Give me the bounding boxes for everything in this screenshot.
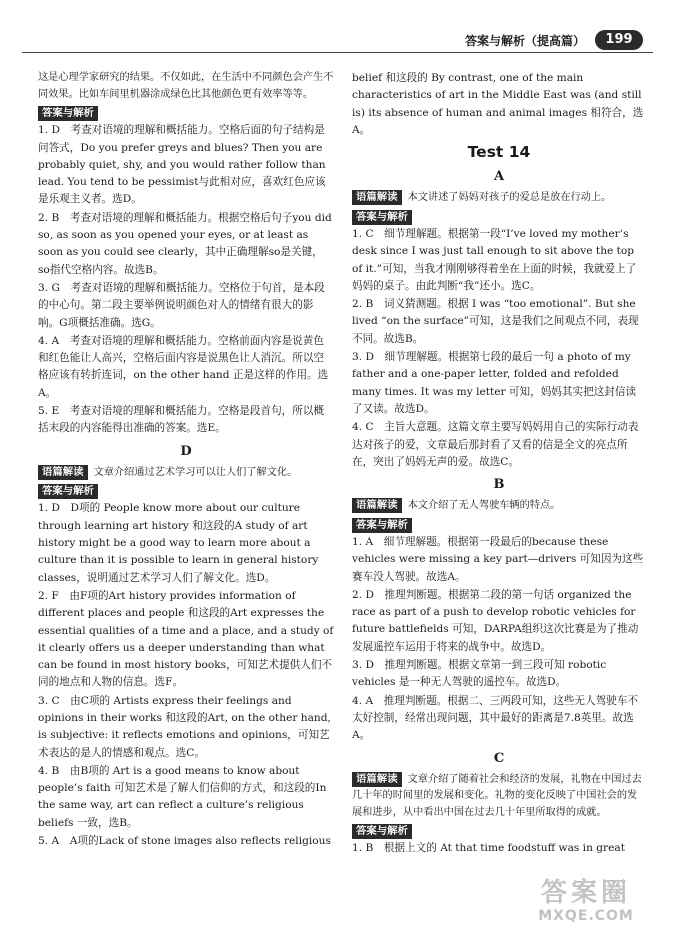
summary-c <box>352 772 646 822</box>
summary-b <box>352 498 646 515</box>
answer-item: 2. B 考查对语境的理解和概括能力。根据空格后句子you did so, as soon as you opened your eyes, or at least as soon as you could see clearly，其中正确理解so是关键，so指代空格内容。故选B。 <box>38 211 332 276</box>
answer-list-d <box>38 500 334 850</box>
answer-item: 1. B 根据上文的 At that time foodstuff was in great <box>352 842 625 855</box>
answer-item: 3. C 由C项的 Artists express their feelings and opinions in their works 和这段的Art, on the other hand, is subjective: it reflects emotions and opinions，可知艺术表达的是人的情感和观点。选C。 <box>38 694 331 759</box>
answer-tag: 答案与解析 <box>38 106 98 121</box>
answer-tag: 答案与解析 <box>38 484 98 499</box>
answer-list-b <box>352 534 646 745</box>
answer-item: 2. D 推理判断题。根据第二段的第一句话 organized the race as part of a push to develop robotic vehicles for future battlefields 可知，DARPA组织这次比赛是为了推动发展遥控车运用于将来的战争中。故选D。 <box>352 588 639 653</box>
answer-item: 3. G 考查对语境的理解和概括能力。空格位于句首，是本段的中心句。第二段主要举例说明颜色对人的情绪有很大的影响。G项概括准确。选G。 <box>38 281 325 329</box>
answer-tag: 答案与解析 <box>352 210 412 225</box>
watermark-logo <box>521 878 651 930</box>
header-title: 答案与解析（提高篇） <box>464 34 585 48</box>
answer-item: 1. A 细节理解题。根据第一段最后的because these vehicles were missing a key part—drivers 可知因为这些赛车没人驾驶。故选A。 <box>352 535 644 583</box>
intro-paragraph: 这是心理学家研究的结果。不仅如此，在生活中不同颜色会产生不同效果。比如车间里机器涂成绿色比其他颜色更有效率等等。 <box>38 72 334 100</box>
section-heading-c: C <box>493 750 505 766</box>
summary-text: 本文讲述了妈妈对孩子的爱总是放在行动上。 <box>407 192 612 204</box>
continuation-paragraph: belief 和这段的 By contrast, one of the main characteristics of art in the Middle East was (and still is) its absence of human and animal images 相符合，选A。 <box>352 72 644 136</box>
answer-item: 3. D 推理判断题。根据文章第一到三段可知 robotic vehicles 是一种无人驾驶的遥控车。故选D。 <box>352 659 607 689</box>
answer-item: 3. D 细节理解题。根据第七段的最后一句 a photo of my father and a one-paper letter, folded and refolded many times. It was my letter 可知，妈妈其实把这封信读了又读。故选D。 <box>352 351 637 415</box>
answer-item: 1. D D项的 People know more about our culture through learning art history 和这段的A study of art history might be a good way to learn more about a culture than it is possible to learn in general history classes，说明通过艺术学习人们了解文化。选D。 <box>38 502 319 584</box>
summary-tag: 语篇解读 <box>38 465 88 480</box>
test-title: Test 14 <box>467 143 531 162</box>
summary-tag: 语篇解读 <box>352 498 402 513</box>
summary-text: 文章介绍通过艺术学习可以让人们了解文化。 <box>93 466 298 478</box>
answer-item: 4. A 推理判断题。根据二、三两段可知，这些无人驾驶车不太好控制，经常出现问题，其中最好的距离是7.8英里。故选A。 <box>352 694 638 742</box>
answer-list-a <box>352 226 646 471</box>
answer-item: 1. D 考查对语境的理解和概括能力。空格后面的句子结构是问答式，Do you prefer greys and blues? Then you are probably quiet, shy, and you would rather follow than lead. You tend to be pessimist与此相对应，喜欢红色应该是乐观主义者。选D。 <box>38 124 326 206</box>
section-heading-b: B <box>493 477 505 493</box>
page-number: 199 <box>595 30 643 50</box>
answer-item: 4. C 主旨大意题。这篇文章主要写妈妈用自己的实际行动表达对孩子的爱，文章最后那封看了又看的信是全文的亮点所在，突出了妈妈无声的爱。故选C。 <box>352 421 639 468</box>
answer-item: 1. C 细节理解题。根据第一段“I’ve loved my mother’s desk since I was just tall enough to sit above the top of it.”可知，当我才刚刚够得着坐在上面的时候，我就爱上了妈妈的桌子。由此判断“我”还小。选C。 <box>352 227 637 292</box>
summary-tag: 语篇解读 <box>352 772 402 787</box>
page-header <box>22 30 653 53</box>
answer-tag: 答案与解析 <box>352 824 412 839</box>
section-heading-d: D <box>180 443 192 459</box>
summary-tag: 语篇解读 <box>352 190 402 205</box>
answer-tag: 答案与解析 <box>352 518 412 533</box>
watermark-text: 答案圈 <box>540 878 631 908</box>
answer-list-c <box>38 122 334 437</box>
left-column <box>38 70 334 851</box>
answer-item: 5. A A项的Lack of stone images also reflects religious <box>38 835 331 848</box>
right-column <box>352 70 646 858</box>
answer-item: 2. F 由F项的Art history provides information of different places and people 和这段的Art expresses the essential qualities of a time and a place, and a study of it clearly offers us a deeper understanding than what can be found in most history books，可知艺术提供人们不同的地点和人物的信息。选F。 <box>38 589 334 689</box>
summary-text: 本文介绍了无人驾驶车辆的特点。 <box>407 500 561 512</box>
summary-d <box>38 465 334 482</box>
answer-item: 4. B 由B项的 Art is a good means to know about people’s faith 可知艺术是了解人们信仰的方式，和这段的In the same way, art can reflect a culture’s religious beliefs 一致，选B。 <box>38 764 327 829</box>
watermark-url: MXQE.COM <box>538 908 634 924</box>
answer-item: 5. E 考查对语境的理解和概括能力。空格是段首句，所以概括末段的内容能得出准确的答案。选E。 <box>38 405 325 435</box>
answer-item: 4. A 考查对语境的理解和概括能力。空格前面内容是说黄色和红色能让人高兴，空格后面内容是说黑色让人消沉。所以空格应该有转折连词，on the other hand 正是这样的作用。选A。 <box>38 334 329 399</box>
answer-item: 2. B 词义猜测题。根据 I was “too emotional”. But she lived “on the surface”可知，这是我们之间观点不同，表现不同。故选B。 <box>352 298 639 345</box>
section-heading-a: A <box>493 169 505 185</box>
summary-a <box>352 190 646 207</box>
summary-text: 文章介绍了随着社会和经济的发展，礼物在中国过去几十年的时间里的发展和变化。礼物的变化反映了中国社会的发展和进步，从中看出中国在过去几十年里所取得的成就。 <box>352 773 642 818</box>
